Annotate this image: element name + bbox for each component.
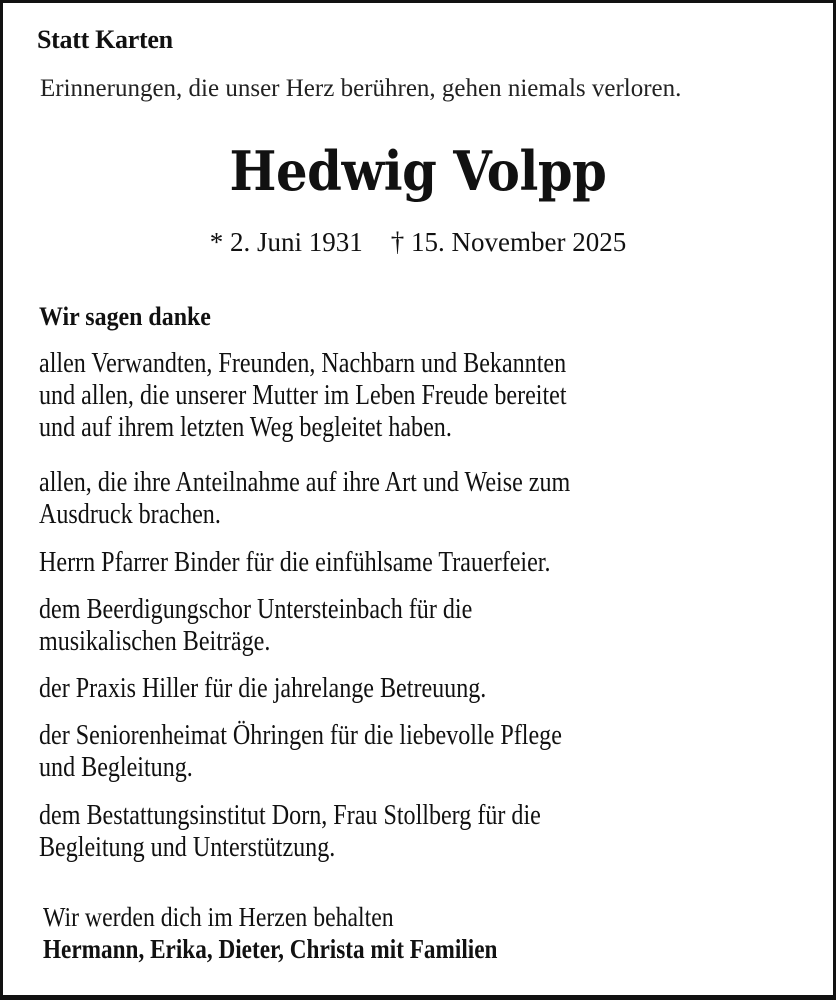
thanks-paragraph	[39, 800, 541, 864]
paragraph-line: musikalischen Beiträge.	[39, 626, 271, 657]
paragraph-line: Ausdruck brachen.	[39, 499, 221, 530]
birth-date: * 2. Juni 1931	[209, 227, 363, 257]
thanks-heading: Wir sagen danke	[39, 302, 211, 331]
paragraph-line: und Begleitung.	[39, 752, 193, 783]
death-date: † 15. November 2025	[390, 227, 627, 257]
kicker-label: Statt Karten	[37, 25, 173, 54]
paragraph-line: allen Verwandten, Freunden, Nachbarn und Bekannten	[39, 348, 567, 379]
paragraph-line: und auf ihrem letzten Weg begleitet haben.	[39, 412, 452, 443]
paragraph-line: und allen, die unserer Mutter im Leben Freude bereitet	[39, 380, 567, 411]
paragraph-line: Begleitung und Unterstützung.	[39, 832, 336, 863]
signers: Hermann, Erika, Dieter, Christa mit Familien	[43, 934, 498, 964]
paragraph-line: der Praxis Hiller für die jahrelange Betreuung.	[39, 673, 487, 704]
thanks-paragraph	[39, 594, 472, 658]
paragraph-line: allen, die ihre Anteilnahme auf ihre Art und Weise zum	[39, 467, 571, 498]
life-dates	[3, 227, 833, 258]
paragraph-line: dem Beerdigungschor Untersteinbach für die	[39, 594, 473, 625]
paragraph-line: Herrn Pfarrer Binder für die einfühlsame Trauerfeier.	[39, 547, 551, 578]
paragraph-line: dem Bestattungsinstitut Dorn, Frau Stollberg für die	[39, 800, 541, 831]
thanks-paragraph	[39, 547, 551, 579]
thanks-paragraph	[39, 348, 567, 444]
closing-line: Wir werden dich im Herzen behalten	[43, 902, 394, 932]
thanks-paragraph	[39, 673, 486, 705]
thanks-paragraph	[39, 720, 562, 784]
deceased-name: Hedwig Volpp	[229, 139, 607, 203]
thanks-paragraph	[39, 467, 570, 531]
paragraph-line: der Seniorenheimat Öhringen für die liebevolle Pflege	[39, 720, 562, 751]
motto-quote: Erinnerungen, die unser Herz berühren, gehen niemals verloren.	[40, 75, 682, 102]
